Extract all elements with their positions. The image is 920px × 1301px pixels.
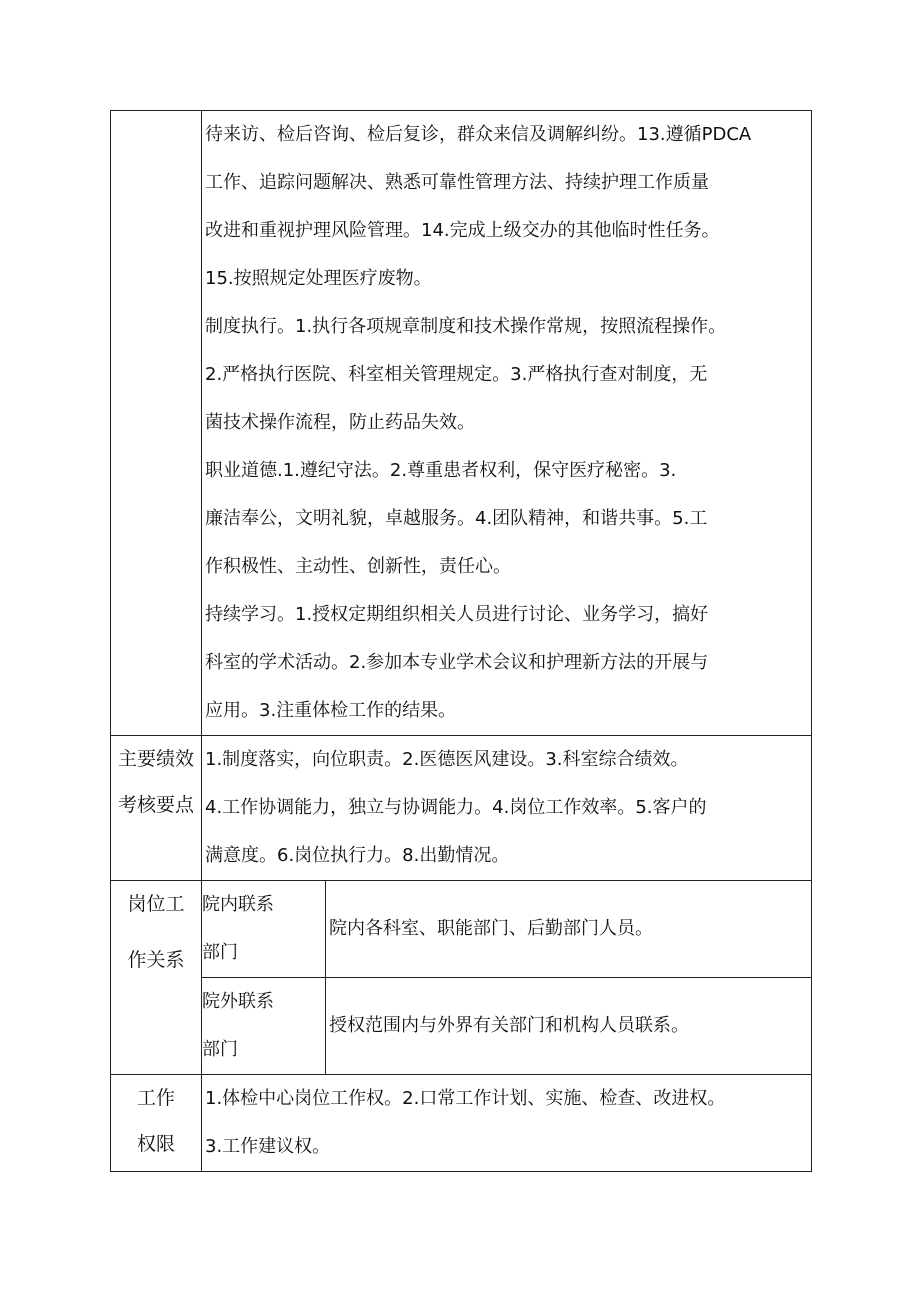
internal-dept-label: [202, 881, 326, 978]
permissions-line: 3.工作建议权。: [205, 1136, 331, 1157]
job-description-table: [110, 110, 812, 1172]
external-dept-label-line: 院外联系: [202, 991, 274, 1012]
internal-dept-label-line: 院内联系: [202, 894, 274, 915]
internal-dept-label-line: 部门: [202, 942, 238, 963]
permissions-label-line: 权限: [136, 1133, 175, 1155]
kpi-label-line: 主要绩效: [117, 748, 194, 770]
kpi-label-line: 考核要点: [117, 794, 194, 816]
relations-label-line: 作关系: [127, 949, 185, 971]
duties-line: 科室的学术活动。2.参加本专业学术会议和护理新方法的开展与: [205, 652, 709, 673]
external-dept-label-line: 部门: [202, 1039, 238, 1060]
internal-dept-value: 院内各科室、职能部门、后勤部门人员。: [326, 881, 812, 978]
duties-line: 持续学习。1.授权定期组织相关人员进行讨论、业务学习，搞好: [205, 604, 709, 625]
kpi-line: 4.工作协调能力，独立与协调能力。4.岗位工作效率。5.客户的: [205, 797, 707, 818]
duties-line: 改进和重视护理风险管理。14.完成上级交办的其他临时性任务。: [205, 220, 720, 241]
duties-line: 作积极性、主动性、创新性，责任心。: [205, 556, 511, 577]
relations-label: [111, 881, 202, 1075]
kpi-label: [111, 736, 202, 881]
relations-internal-row: [111, 881, 812, 978]
permissions-text: [202, 1075, 811, 1171]
duties-line: 职业道德.1.遵纪守法。2.尊重患者权利，保守医疗秘密。3.: [205, 460, 677, 481]
kpi-text: [202, 736, 811, 880]
duties-line: 工作、追踪问题解决、熟悉可靠性管理方法、持续护理工作质量: [205, 172, 709, 193]
duties-line: 菌技术操作流程，防止药品失效。: [205, 412, 475, 433]
permissions-label-line: 工作: [136, 1087, 175, 1109]
duties-paragraph-1: [202, 111, 811, 303]
duties-paragraph-3: [202, 447, 811, 591]
duties-line: 待来访、检后咨询、检后复诊，群众来信及调解纠纷。13.遵循PDCA: [205, 124, 752, 145]
external-dept-label: [202, 978, 326, 1075]
kpi-row: [111, 736, 812, 881]
kpi-line: 满意度。6.岗位执行力。8.出勤情况。: [205, 845, 510, 866]
duties-line: 15.按照规定处理医疗废物。: [205, 268, 432, 289]
duties-line: 制度执行。1.执行各项规章制度和技术操作常规，按照流程操作。: [205, 316, 727, 337]
external-dept-value: 授权范围内与外界有关部门和机构人员联系。: [326, 978, 812, 1075]
kpi-content: [202, 736, 812, 881]
permissions-row: [111, 1075, 812, 1172]
duties-label-cell: [111, 111, 202, 736]
relations-external-row: [111, 978, 812, 1075]
duties-paragraph-2: [202, 303, 811, 447]
duties-paragraph-4: [202, 591, 811, 735]
permissions-label: [111, 1075, 202, 1172]
permissions-content: [202, 1075, 812, 1172]
duties-line: 2.严格执行医院、科室相关管理规定。3.严格执行查对制度，无: [205, 364, 708, 385]
duties-content: [202, 111, 812, 736]
duties-row: [111, 111, 812, 736]
duties-line: 廉洁奉公，文明礼貌，卓越服务。4.团队精神，和谐共事。5.工: [205, 508, 708, 529]
relations-label-line: 岗位工: [127, 893, 185, 915]
duties-line: 应用。3.注重体检工作的结果。: [205, 700, 457, 721]
permissions-line: 1.体检中心岗位工作权。2.口常工作计划、实施、检查、改进权。: [205, 1088, 726, 1109]
kpi-line: 1.制度落实，向位职责。2.医德医风建设。3.科室综合绩效。: [205, 749, 689, 770]
